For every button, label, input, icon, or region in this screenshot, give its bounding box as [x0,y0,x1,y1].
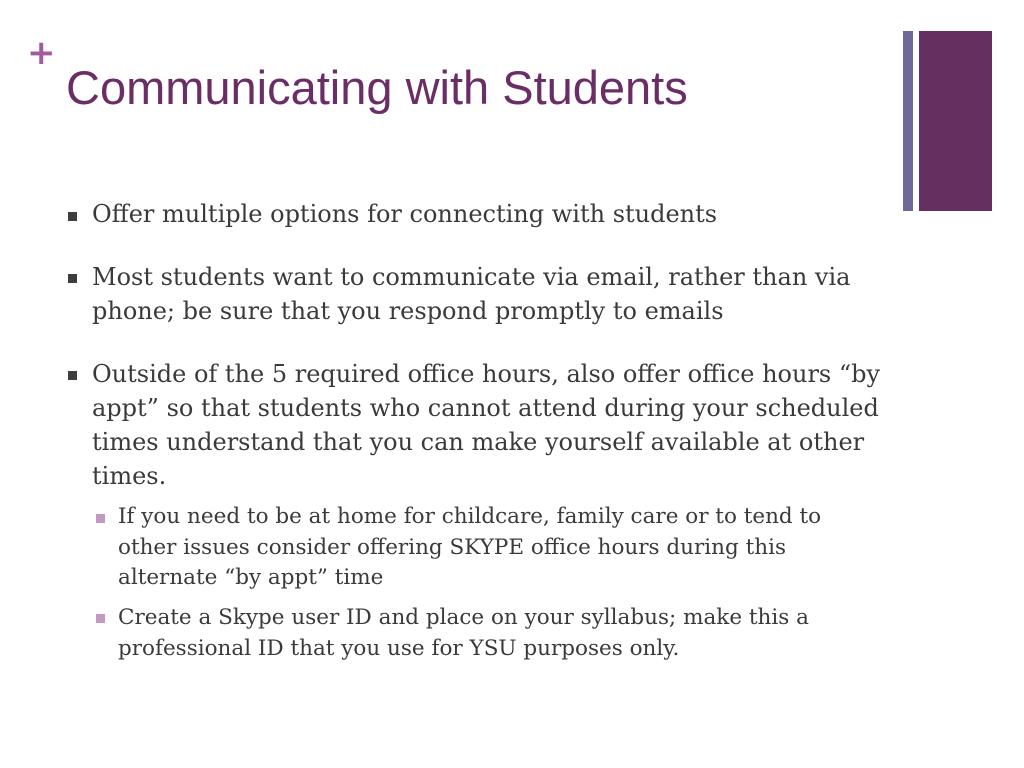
sub-bullet-text: Create a Skype user ID and place on your syllabus; make this a professional ID that you use for YSU purposes only. [118,605,809,661]
sub-bullet-square-icon [96,514,105,523]
bullet-text: Outside of the 5 required office hours, also offer office hours “by appt” so that students who cannot attend during your scheduled times understand that you can make yourself available at other times. [92,360,881,490]
decorative-bar-thin [903,31,913,211]
bullet-text: Most students want to communicate via email, rather than via phone; be sure that you respond promptly to emails [92,263,851,325]
bullet-square-icon [68,371,77,380]
plus-icon: + [27,33,56,73]
bullet-square-icon [68,274,77,283]
sub-bullet-square-icon [96,614,105,623]
slide-title: Communicating with Students [66,61,688,114]
sub-bullet-text: If you need to be at home for childcare, family care or to tend to other issues consider offering SKYPE office hours during this alternate “by appt” time [118,504,822,590]
decorative-block [919,31,992,211]
bullet-square-icon [68,212,77,221]
bullet-text: Offer multiple options for connecting with students [92,200,718,228]
